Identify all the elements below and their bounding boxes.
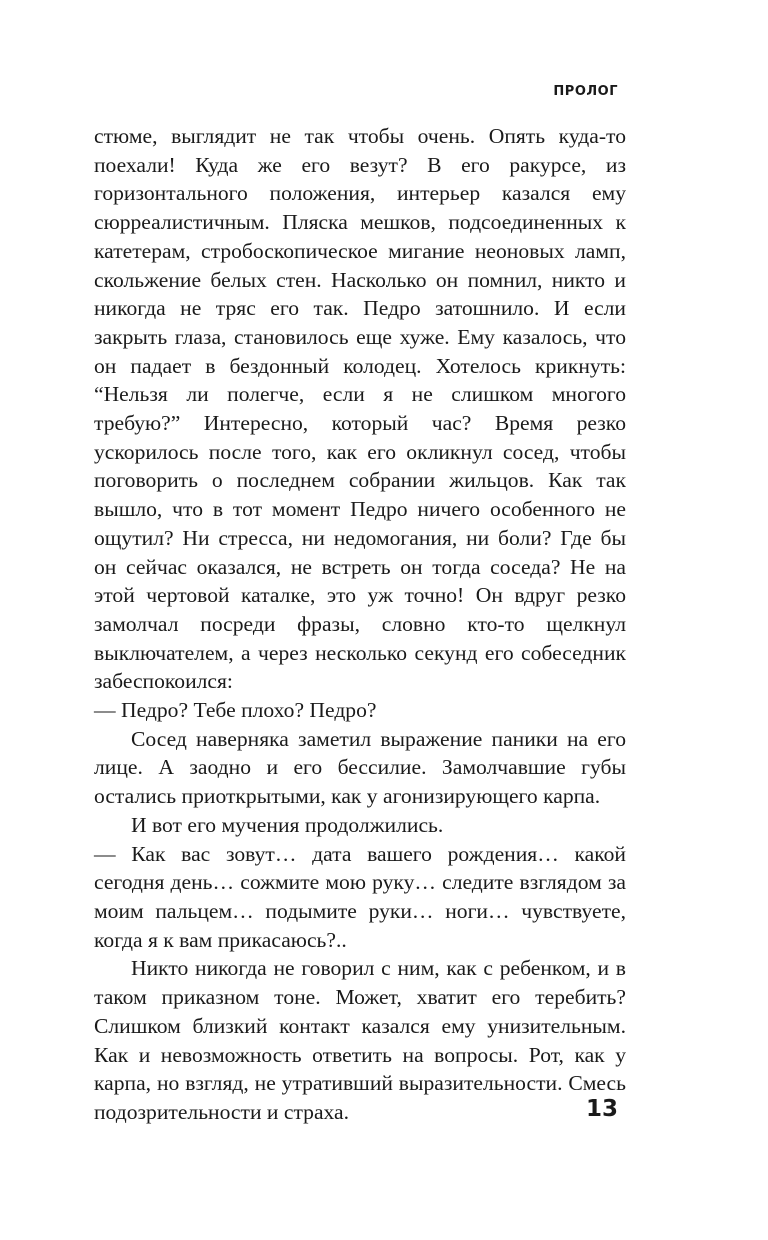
running-head: ПРОЛОГ [553, 84, 618, 99]
page-number: 13 [585, 1096, 618, 1122]
paragraph: Сосед наверняка заметил выражение паники на его лице. А заодно и его бессилие. Замолчавшие губы остались приоткрытыми, как у агонизирующего карпа. [94, 726, 626, 809]
paragraph: Никто никогда не говорил с ним, как с ребенком, и в таком приказном тоне. Может, хватит его теребить? Слишком близкий контакт казался ему унизительным. Как и невозможность ответить на вопросы. Рот, как у карпа, но взгляд, не утративший выразительности. Смесь подозрительности и страха. [94, 956, 626, 1124]
body-text [94, 122, 626, 1127]
dialogue-line: — Педро? Тебе плохо? Педро? [94, 698, 377, 723]
paragraph-continuation: стюме, выглядит не так чтобы очень. Опять куда-то поехали! Куда же его везут? В его ракурсе, из горизонтального положения, интерьер казался ему сюрреалистичным. Пляска мешков, подсоединенных к катетерам, стробоскопическое мигание неоновых ламп, скольжение белых стен. Насколько он помнил, никто и никогда не тряс его так. Педро затошнило. И если закрыть глаза, становилось еще хуже. Ему казалось, что он падает в бездонный колодец. Хотелось крикнуть: “Нельзя ли полегче, если я не слишком многого требую?” Интересно, который час? Время резко ускорилось после того, как его окликнул сосед, чтобы поговорить о последнем собрании жильцов. Как так вышло, что в тот момент Педро ничего особенного не ощутил? Ни стресса, ни недомогания, ни боли? Где бы он сейчас оказался, не встреть он тогда соседа? Не на этой чертовой каталке, это уж точно! Он вдруг резко замолчал посреди фразы, словно кто-то щелкнул выключателем, а через несколько секунд его собеседник забеспокоился: [94, 124, 626, 694]
dialogue-line: — Как вас зовут… дата вашего рождения… какой сегодня день… сожмите мою руку… следите взглядом за моим пальцем… подымите руки… ноги… чувствуете, когда я к вам прикасаюсь?.. [94, 841, 626, 952]
paragraph: И вот его мучения продолжились. [131, 812, 444, 837]
